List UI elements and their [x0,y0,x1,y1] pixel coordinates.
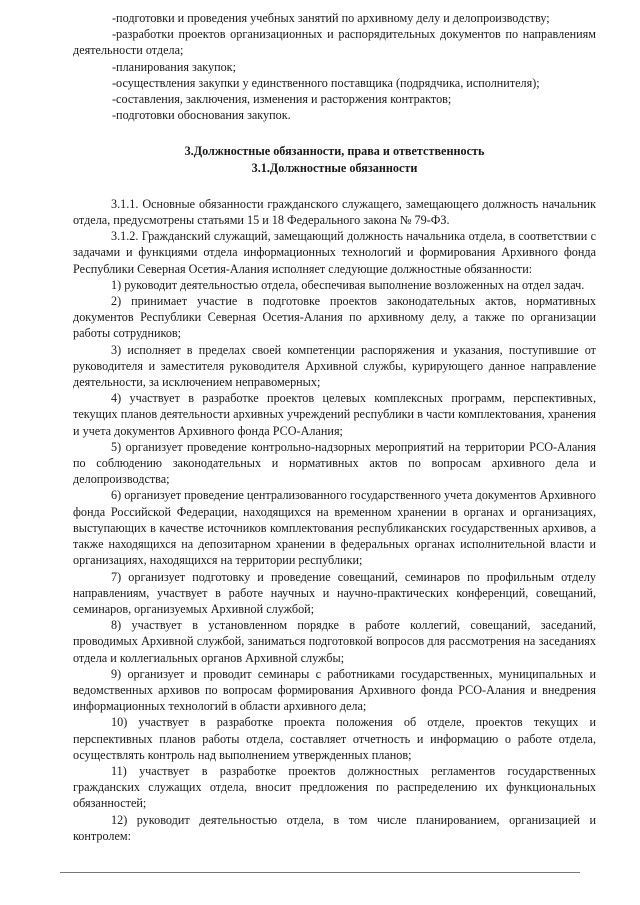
duty-item: 2) принимает участие в подготовке проектов законодательных актов, нормативных документов Республики Северная Осетия-Алания по архивному делу, а также по организации работы сотрудников; [73,294,596,341]
duty-item: 12) руководит деятельностью отдела, в том числе планированием, организацией и контролем: [73,812,596,843]
duty-item: 6) организует проведение централизованного государственного учета документов Архивного фонда Российской Федерации, находящихся на временном хранении в органах и организациях, выступающих в качестве источников комплектования республиканских государственных архивов, а также находящихся на депозитарном хранении в федеральных органах исполнительной власти и организациях, находящихся на территории республики; [73,488,596,568]
spacer [73,123,596,143]
duty-item: 3) исполняет в пределах своей компетенции распоряжения и указания, поступившие от руководителя и заместителя руководителя Архивной службы, курирующего данное направление деятельности, за исключением неправомерных; [73,342,596,390]
duty-item: 10) участвует в разработке проекта положения об отделе, проектов текущих и перспективных планов работы отдела, составляет отчетность и информацию о работе отдела, осуществлять контроль над выполнением утвержденных планов; [73,715,596,762]
duty-item: 8) участвует в установленном порядке в работе коллегий, совещаний, заседаний, проводимых Архивной службой, заниматься подготовкой вопросов для рассмотрения на заседаниях отдела и коллегиальных органов Архивной службы; [73,618,596,665]
subsection-heading: 3.1.Должностные обязанности [251,160,418,175]
intro-item: -подготовки обоснования закупок. [112,108,291,123]
duty-item: 9) организует и проводит семинары с работниками государственных, муниципальных и ведомственных архивов по вопросам формирования Архивного фонда РСО-Алания и внедрения информационных технологий в области архивного дела; [73,666,596,714]
intro-item: -подготовки и проведения учебных занятий по архивному делу и делопроизводству; [112,11,550,25]
document-body [73,10,596,844]
paragraph-3-1-2: 3.1.2. Гражданский служащий, замещающий должность начальника отдела, в соответствии с задачами и функциями отдела информационных технологий и формирования Архивного фонда Республики Северная Осетия-Алания исполняет следующие должностные обязанности: [73,229,596,276]
intro-item: -составления, заключения, изменения и расторжения контрактов; [112,92,452,107]
intro-item: -осуществления закупки у единственного поставщика (подрядчика, исполнителя); [112,75,540,90]
section-heading: 3.Должностные обязанности, права и ответственность [184,144,485,159]
spacer [73,176,596,196]
duty-item: 7) организует подготовку и проведение совещаний, семинаров по профильным отделу направлениям, участвует в работе научных и научно-практических конференций, совещаний, семинаров, организуемых Архивной службой; [73,569,596,616]
duty-item: 1) руководит деятельностью отдела, обеспечивая выполнение возложенных на отдел задач. [111,277,585,292]
footer-rule [60,872,580,873]
intro-item: -разработки проектов организационных и распорядительных документов по направлениям деятельности отдела; [73,27,596,58]
duty-item: 5) организует проведение контрольно-надзорных мероприятий на территории РСО-Алания по соблюдению законодательных и нормативных актов по вопросам архивного дела и делопроизводства; [73,439,596,487]
duty-item: 4) участвует в разработке проектов целевых комплексных программ, перспективных, текущих планов деятельности архивных учреждений республики в части комплектования, хранения и учета документов Архивного фонда РСО-Алания; [73,391,596,438]
intro-item: -планирования закупок; [112,59,236,74]
paragraph-3-1-1: 3.1.1. Основные обязанности гражданского служащего, замещающего должность начальник отдела, предусмотрены статьями 15 и 18 Федерального закона № 79-ФЗ. [73,196,596,228]
duty-item: 11) участвует в разработке проектов должностных регламентов государственных гражданских служащих отдела, вносит предложения по распределению их функциональных обязанностей; [73,763,596,811]
